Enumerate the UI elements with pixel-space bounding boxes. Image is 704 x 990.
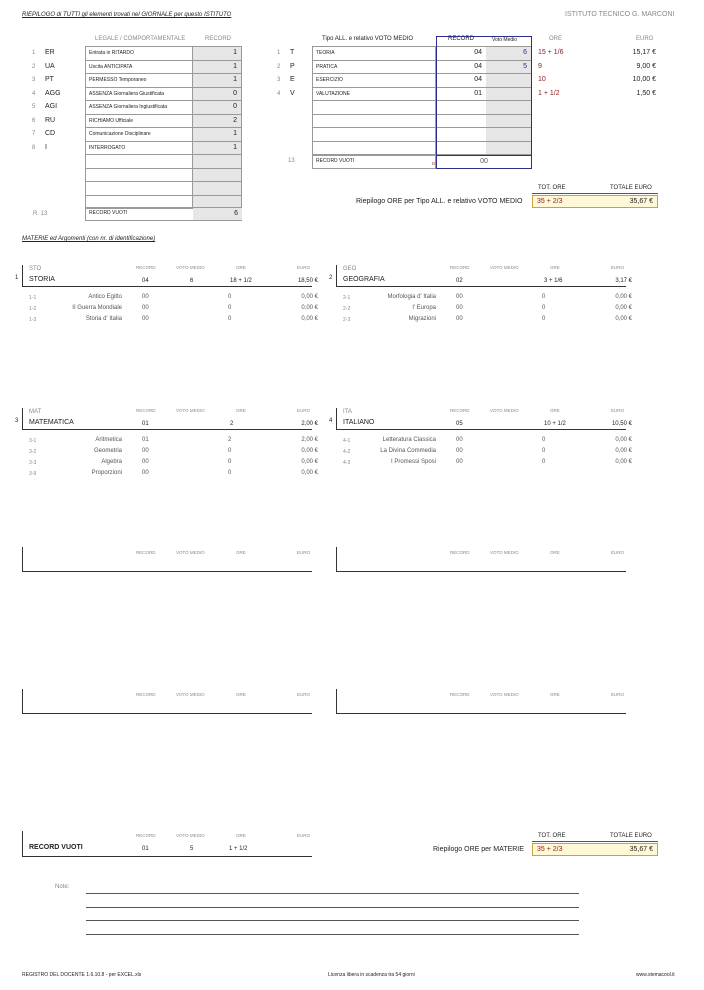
tipo-row[interactable] [312, 142, 532, 156]
tipo-row-rec [436, 115, 486, 129]
topic-euro: 0,00 € [301, 448, 318, 454]
subject-block [329, 405, 636, 495]
tipo-row[interactable] [312, 128, 532, 142]
subject-rule [22, 429, 312, 430]
tipo-row[interactable] [312, 61, 532, 75]
topic-id: 3-1 [29, 438, 37, 444]
rv-ore: 1 + 1/2 [229, 846, 248, 852]
topic-ore: 0 [228, 470, 232, 476]
legal-row-name: Entrata in RITARDO [85, 47, 193, 61]
legal-row-rec: 1 [193, 74, 242, 88]
tipo-row[interactable] [312, 115, 532, 129]
legal-row[interactable] [85, 128, 242, 142]
topic-name[interactable]: Proporzioni [91, 470, 122, 476]
school-name: ISTITUTO TECNICO G. MARCONI [565, 11, 675, 18]
rv-bottom-rule [22, 856, 312, 857]
empty-ore-header: ORE [236, 692, 246, 697]
tipo-row-voto [486, 142, 532, 156]
subject-ore: 2 [230, 421, 234, 427]
topic-name[interactable]: La Divina Commedia [380, 448, 436, 454]
legal-row-rec: 1 [193, 128, 242, 142]
riepilogo-tipo-box [532, 195, 658, 208]
tipo-row-voto: 6 [486, 47, 532, 61]
rv-rec-header: RECORD [136, 833, 156, 838]
topic-id: 1-2 [29, 306, 37, 312]
tipo-row-number: 3 [277, 77, 281, 83]
topic-id: 1-3 [29, 317, 37, 323]
empty-left-rule [22, 547, 23, 572]
riepilogo-tipo-rule [532, 193, 658, 194]
topic-ore: 2 [228, 437, 232, 443]
empty-voto-header: VOTO MEDIO [490, 550, 519, 555]
legal-row[interactable] [85, 47, 242, 61]
topic-ore: 0 [228, 294, 232, 300]
subject-euro: 3,17 € [615, 278, 632, 284]
empty-euro-header: EURO [611, 550, 625, 555]
empty-rule [336, 713, 626, 714]
subject-euro-header: EURO [611, 408, 625, 413]
tipo-row-rec [436, 101, 486, 115]
tipo-euro-header: EURO [636, 36, 654, 42]
subject-index: 2 [329, 275, 333, 281]
rv-label: RECORD VUOTI [29, 844, 83, 851]
tipo-row-name [312, 115, 436, 129]
tipo-row-voto: 5 [486, 61, 532, 75]
topic-ore: 0 [542, 294, 546, 300]
legal-row-rec [193, 182, 242, 196]
riepilogo-tipo-ore-header: TOT. ORE [538, 185, 566, 191]
subject-voto-header: VOTO MEDIO [490, 408, 519, 413]
subject-euro-header: EURO [611, 265, 625, 270]
tipo-row-voto [486, 74, 532, 88]
legal-row-code: AGI [45, 103, 58, 110]
riepilogo-materie-ore-header: TOT. ORE [538, 833, 566, 839]
topic-rec: 00 [456, 294, 463, 300]
empty-subject-block [22, 547, 322, 577]
empty-rec-header: RECORD [136, 692, 156, 697]
legal-row-rec: 0 [193, 88, 242, 102]
tipo-row-name: TEORIA [312, 47, 436, 61]
rv-euro-header: EURO [297, 833, 311, 838]
subject-block [15, 262, 322, 352]
tipo-row-euro: 9,00 € [636, 62, 656, 70]
empty-ore-header: ORE [550, 550, 560, 555]
subject-voto-header: VOTO MEDIO [490, 265, 519, 270]
tipo-row[interactable] [312, 74, 532, 88]
legal-vuoti-rec: 6 [193, 208, 242, 220]
legal-row-number: 3 [32, 77, 36, 83]
subject-euro: 2,00 € [301, 421, 318, 427]
tipo-vuoti-marker: o [432, 161, 435, 167]
tipo-row-name [312, 128, 436, 142]
topic-rec: 00 [142, 459, 149, 465]
tipo-row-voto [486, 88, 532, 102]
empty-voto-header: VOTO MEDIO [490, 692, 519, 697]
topic-id: 3-3 [29, 460, 37, 466]
rv-ore-header: ORE [236, 833, 246, 838]
tipo-row-euro: 10,00 € [632, 76, 656, 83]
legal-row[interactable] [85, 155, 242, 169]
legal-row-name [85, 169, 193, 183]
tipo-voto-header: Voto Medio [492, 37, 518, 43]
legal-row[interactable] [85, 61, 242, 75]
empty-left-rule [22, 689, 23, 714]
legal-row-name: Comunicazione Disciplinare [85, 128, 193, 142]
tipo-row[interactable] [312, 47, 532, 61]
tipo-row-rec [436, 142, 486, 156]
topic-name[interactable]: Letteratura Classica [382, 437, 436, 443]
legal-row-code: I [45, 143, 47, 151]
topic-ore: 0 [542, 459, 546, 465]
subject-voto-header: VOTO MEDIO [176, 265, 205, 270]
topic-name[interactable]: Aritmetica [95, 437, 122, 443]
notes-line-2[interactable] [86, 907, 579, 908]
notes-label: Note: [55, 884, 70, 890]
legal-row[interactable] [85, 101, 242, 115]
tipo-row-rec [436, 128, 486, 142]
subject-index: 1 [15, 275, 19, 281]
tipo-vuoti-rec: 00 [436, 155, 532, 169]
topic-ore: 0 [542, 437, 546, 443]
legal-row-rec: 2 [193, 115, 242, 129]
tipo-row-euro: 1,50 € [636, 89, 656, 97]
topic-id: 2-3 [343, 317, 351, 323]
subject-index: 3 [15, 418, 19, 424]
subject-rule [336, 286, 626, 287]
subject-ore: 10 + 1/2 [544, 421, 566, 427]
page-title: RIEPILOGO di TUTTI gli elementi trovati nel GIORNALE per questo ISTITUTO [22, 12, 232, 18]
tipo-col-header: Tipo ALL. e relativo VOTO MEDIO [322, 36, 414, 42]
topic-euro: 2,00 € [301, 437, 318, 443]
topic-name[interactable]: I Promessi Sposi [390, 459, 436, 465]
empty-rule [22, 713, 312, 714]
topic-ore: 0 [228, 316, 232, 322]
subject-ore-header: ORE [550, 408, 560, 413]
legal-row-name: ASSENZA Giornaliera Giustificata [85, 88, 193, 102]
empty-left-rule [336, 689, 337, 714]
topic-name[interactable]: l' Europa [412, 305, 436, 311]
riepilogo-materie-rule [532, 841, 658, 842]
topic-name[interactable]: Geometria [93, 448, 122, 454]
tipo-row-rec: 04 [436, 61, 486, 75]
topic-name[interactable]: Algebra [101, 459, 122, 465]
notes-line-3[interactable] [86, 920, 579, 921]
tipo-row[interactable] [312, 88, 532, 102]
tipo-row-number: 2 [277, 63, 281, 70]
legal-row-code: UA [45, 62, 55, 70]
legal-row-rec: 0 [193, 101, 242, 115]
empty-left-rule [336, 547, 337, 572]
topic-euro: 0,00 € [615, 294, 632, 300]
empty-voto-header: VOTO MEDIO [176, 550, 205, 555]
riepilogo-tipo-label: Riepilogo ORE per Tipo ALL. e relativo VOTO MEDIO [356, 198, 523, 205]
tipo-row-voto [486, 101, 532, 115]
subject-euro-header: EURO [297, 265, 311, 270]
subject-rec-header: RECORD [136, 408, 156, 413]
riepilogo-tipo-euro: 35,67 € [629, 198, 653, 205]
topic-id: 3-9 [29, 471, 37, 477]
tipo-row-name [312, 101, 436, 115]
topic-euro: 0,00 € [301, 459, 318, 465]
subject-rec-header: RECORD [450, 265, 470, 270]
riepilogo-materie-box [532, 843, 658, 856]
legal-vuoti-row [85, 207, 242, 221]
rv-voto: 5 [190, 846, 194, 852]
riepilogo-materie-label: Riepilogo ORE per MATERIE [433, 846, 524, 853]
subject-left-rule [22, 265, 23, 287]
topic-euro: 0,00 € [615, 448, 632, 454]
legal-row-number: 4 [32, 90, 36, 97]
empty-ore-header: ORE [550, 692, 560, 697]
topic-euro: 0,00 € [615, 437, 632, 443]
tipo-row-rec: 04 [436, 74, 486, 88]
subject-name[interactable]: GEOGRAFIA [343, 276, 385, 283]
topic-euro: 0,00 € [615, 459, 632, 465]
empty-subject-block [336, 689, 636, 719]
notes-line-1[interactable] [86, 893, 579, 894]
topic-name[interactable]: Migrazioni [408, 316, 436, 322]
topic-rec: 01 [142, 437, 149, 443]
legal-row-name: INTERROGATO [85, 142, 193, 156]
tipo-row-voto [486, 128, 532, 142]
tipo-row-voto [486, 115, 532, 129]
topic-rec: 00 [456, 316, 463, 322]
legal-row-number: 5 [32, 104, 36, 110]
legal-row-name: RICHIAMO Ufficiale [85, 115, 193, 129]
subject-voto-header: VOTO MEDIO [176, 408, 205, 413]
subject-rec: 04 [142, 278, 149, 284]
subject-name[interactable]: STORIA [29, 276, 55, 283]
topic-euro: 0,00 € [301, 470, 318, 476]
subject-rec: 02 [456, 278, 463, 284]
topic-name[interactable]: Storia d' Italia [85, 316, 122, 322]
tipo-row-code: P [290, 62, 295, 70]
legal-row-code: ER [45, 49, 55, 56]
rv-voto-header: VOTO MEDIO [176, 833, 205, 838]
subject-rec-header: RECORD [450, 408, 470, 413]
topic-rec: 00 [456, 305, 463, 311]
empty-rec-header: RECORD [450, 692, 470, 697]
subject-left-rule [336, 408, 337, 430]
riepilogo-materie-euro-header: TOTALE EURO [610, 833, 652, 839]
subject-rec: 05 [456, 421, 463, 427]
legal-row-name [85, 155, 193, 169]
legal-row-rec [193, 169, 242, 183]
subject-ore-header: ORE [236, 265, 246, 270]
tipo-row-rec: 04 [436, 47, 486, 61]
tipo-rec-header: RECORD [448, 36, 475, 42]
subject-euro: 10,50 € [611, 421, 632, 427]
notes-line-4[interactable] [86, 934, 579, 935]
legal-row-code: CD [45, 130, 56, 137]
footer-left: REGISTRO DEL DOCENTE 1.6.10.8 - per EXCEL.xls [22, 972, 142, 978]
empty-subject-block [22, 689, 322, 719]
topic-id: 4-1 [343, 438, 351, 444]
empty-subject-block [336, 547, 636, 577]
empty-voto-header: VOTO MEDIO [176, 692, 205, 697]
legal-row[interactable] [85, 74, 242, 88]
tipo-row-code: T [290, 49, 295, 56]
legal-row-number: 8 [32, 144, 36, 151]
tipo-row-rec: 01 [436, 88, 486, 102]
legal-row-name: ASSENZA Giornaliera Ingiustificata [85, 101, 193, 115]
legal-row-rec: 1 [193, 47, 242, 61]
subject-left-rule [336, 265, 337, 287]
empty-rec-header: RECORD [450, 550, 470, 555]
subject-block [15, 405, 322, 495]
legal-row-name: PERMESSO Temporaneo [85, 74, 193, 88]
legal-row-number: 1 [32, 50, 36, 56]
tipo-vuoti-n: 13 [288, 158, 295, 164]
legal-vuoti-n: R. 13 [33, 211, 48, 217]
topic-euro: 0,00 € [615, 316, 632, 322]
topic-rec: 00 [456, 437, 463, 443]
tipo-row-code: V [290, 89, 295, 97]
tipo-row-ore: 9 [538, 62, 542, 70]
rv-left-rule [22, 831, 23, 857]
topic-name[interactable]: Antico Egitto [88, 294, 122, 300]
riepilogo-tipo-euro-header: TOTALE EURO [610, 185, 652, 191]
tipo-vuoti-row [312, 155, 436, 169]
subject-code: ITA [343, 409, 352, 415]
topic-euro: 0,00 € [615, 305, 632, 311]
tipo-row-ore: 1 + 1/2 [538, 89, 560, 97]
riepilogo-materie-ore: 35 + 2/3 [537, 846, 563, 853]
materie-title: MATERIE ed Argomenti (con nr. di identificazione) [22, 236, 156, 242]
topic-ore: 0 [542, 305, 546, 311]
legal-col-header: LEGALE / COMPORTAMENTALE [95, 36, 186, 42]
subject-index: 4 [329, 418, 333, 424]
tipo-row[interactable] [312, 101, 532, 115]
legal-row-rec: 1 [193, 142, 242, 156]
tipo-row-name [312, 142, 436, 156]
subject-voto: 6 [190, 278, 194, 284]
subject-rule [22, 286, 312, 287]
subject-euro-header: EURO [297, 408, 311, 413]
empty-rec-header: RECORD [136, 550, 156, 555]
subject-ore-header: ORE [550, 265, 560, 270]
legal-row[interactable] [85, 169, 242, 183]
legal-row-code: RU [45, 116, 56, 124]
legal-row-name: Uscita ANTICIPATA [85, 61, 193, 75]
legal-row-number: 6 [32, 117, 36, 124]
rv-rec: 01 [142, 846, 149, 852]
subject-block [329, 262, 636, 352]
empty-euro-header: EURO [297, 550, 311, 555]
topic-rec: 00 [456, 448, 463, 454]
legal-row-rec [193, 155, 242, 169]
legal-row[interactable] [85, 115, 242, 129]
tipo-ore-header: ORE [549, 36, 563, 42]
tipo-row-ore: 15 + 1/6 [538, 49, 564, 56]
tipo-row-number: 1 [277, 50, 281, 56]
empty-rule [22, 571, 312, 572]
legal-row-number: 2 [32, 63, 36, 70]
subject-left-rule [22, 408, 23, 430]
tipo-row-name: PRATICA [312, 61, 436, 75]
subject-code: MAT [29, 409, 42, 415]
topic-ore: 0 [228, 448, 232, 454]
legal-row[interactable] [85, 88, 242, 102]
subject-rec: 01 [142, 421, 149, 427]
subject-name[interactable]: MATEMATICA [29, 419, 74, 426]
legal-row-code: AGG [45, 89, 61, 97]
footer-center: Licenza libera in scadenza tra 54 giorni [328, 972, 415, 978]
tipo-row-euro: 15,17 € [632, 49, 656, 56]
topic-rec: 00 [142, 294, 149, 300]
tipo-row-name: VALUTAZIONE [312, 88, 436, 102]
subject-ore: 3 + 1/6 [544, 278, 563, 284]
legal-row-number: 7 [32, 131, 36, 137]
tipo-vuoti-label: RECORD VUOTI [316, 158, 355, 164]
subject-rec-header: RECORD [136, 265, 156, 270]
riepilogo-tipo-ore: 35 + 2/3 [537, 198, 563, 205]
empty-euro-header: EURO [611, 692, 625, 697]
topic-id: 3-2 [29, 449, 37, 455]
empty-ore-header: ORE [236, 550, 246, 555]
tipo-row-code: E [290, 76, 295, 83]
topic-id: 1-1 [29, 295, 37, 301]
topic-ore: 0 [542, 448, 546, 454]
topic-ore: 0 [228, 305, 232, 311]
subject-code: GEO [343, 266, 357, 272]
subject-code: STO [29, 266, 42, 272]
legal-row[interactable] [85, 182, 242, 196]
topic-name[interactable]: Morfologia d' Italia [387, 294, 436, 300]
topic-rec: 00 [142, 448, 149, 454]
subject-rule [336, 429, 626, 430]
topic-id: 4-3 [343, 460, 351, 466]
topic-rec: 00 [142, 316, 149, 322]
footer-right[interactable]: www.stemacool.it [636, 972, 675, 978]
subject-ore-header: ORE [236, 408, 246, 413]
riepilogo-materie-euro: 35,67 € [629, 846, 653, 853]
legal-row-rec: 1 [193, 61, 242, 75]
legal-vuoti-label: RECORD VUOTI [89, 210, 128, 216]
topic-euro: 0,00 € [301, 305, 318, 311]
legal-row-name [85, 182, 193, 196]
topic-euro: 0,00 € [301, 294, 318, 300]
legal-rec-header: RECORD [205, 36, 232, 42]
topic-rec: 00 [456, 459, 463, 465]
topic-rec: 00 [142, 470, 149, 476]
subject-euro: 18,50 € [297, 278, 318, 284]
tipo-row-ore: 10 [538, 76, 546, 83]
topic-id: 2-2 [343, 306, 351, 312]
topic-id: 4-2 [343, 449, 351, 455]
topic-rec: 00 [142, 305, 149, 311]
empty-euro-header: EURO [297, 692, 311, 697]
subject-name[interactable]: ITALIANO [343, 419, 375, 426]
topic-id: 2-1 [343, 295, 351, 301]
legal-row-code: PT [45, 76, 54, 83]
topic-ore: 0 [228, 459, 232, 465]
empty-rule [336, 571, 626, 572]
legal-row[interactable] [85, 142, 242, 156]
tipo-row-number: 4 [277, 90, 281, 97]
subject-ore: 18 + 1/2 [230, 278, 252, 284]
topic-name[interactable]: II Guerra Mondiale [72, 305, 122, 311]
topic-ore: 0 [542, 316, 546, 322]
tipo-row-name: ESERCIZIO [312, 74, 436, 88]
topic-euro: 0,00 € [301, 316, 318, 322]
